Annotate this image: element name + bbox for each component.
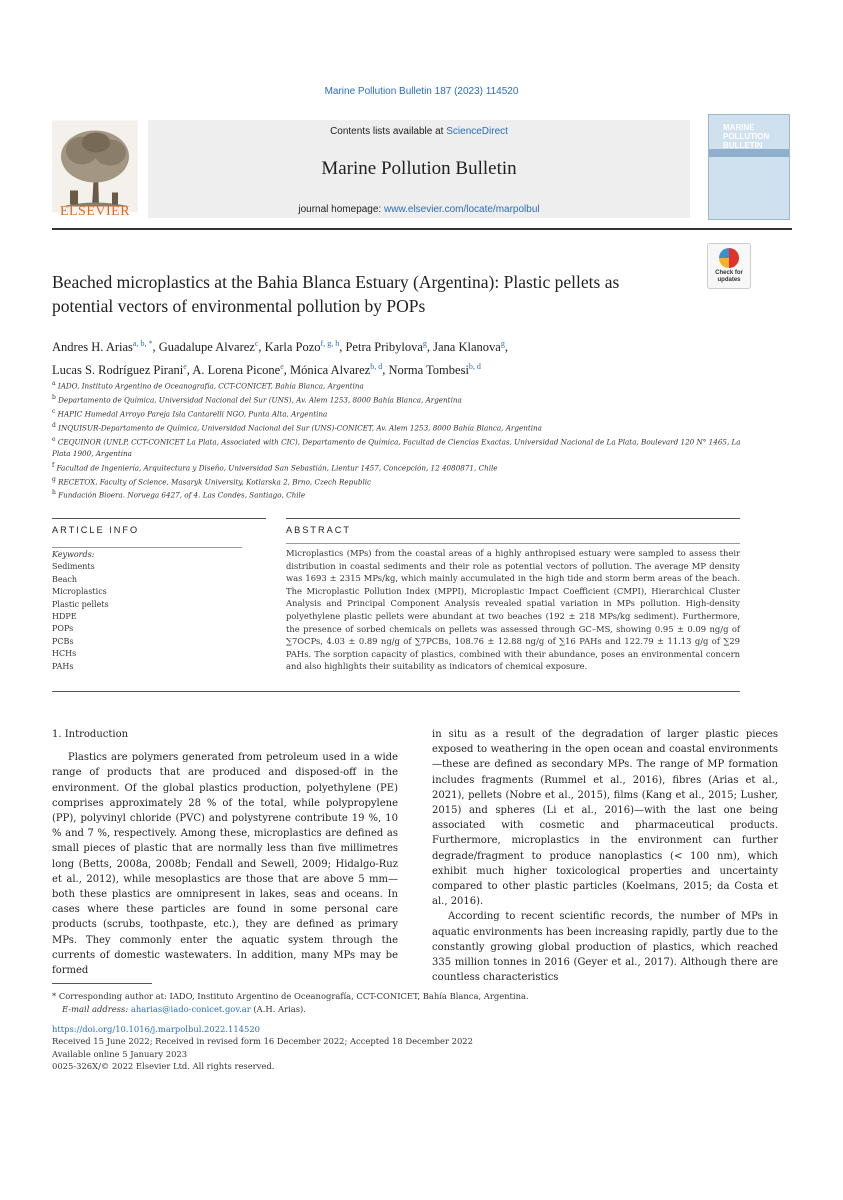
author-list bbox=[52, 334, 742, 380]
author[interactable]: Petra Pribylova$^g$, bbox=[345, 339, 434, 355]
email-label: E-mail address: bbox=[62, 1004, 129, 1014]
cover-band bbox=[709, 149, 789, 157]
introduction-heading: 1. Introduction bbox=[52, 729, 129, 740]
header-banner bbox=[148, 120, 690, 218]
affiliation: $^h$ Fundación Bioera. Noruega 6427, of 4. Las Condes, Santiago, Chile bbox=[52, 489, 306, 500]
author[interactable]: Andres H. Arias$^{a, b, *}$, bbox=[52, 339, 159, 355]
crossmark-icon bbox=[719, 248, 739, 268]
keyword: Beach bbox=[52, 574, 78, 584]
author[interactable]: Karla Pozo$^{f, g, h}$, bbox=[264, 339, 346, 355]
email-line bbox=[52, 1003, 742, 1016]
homepage-line bbox=[148, 204, 690, 215]
homepage-prefix: journal homepage: bbox=[298, 204, 384, 215]
author[interactable]: Jana Klanova$^g$, bbox=[433, 339, 508, 355]
contents-line bbox=[148, 126, 690, 137]
affiliation: $^f$ Facultad de Ingeniería, Arquitectura y Diseño, Universidad San Sebastián, Lientur 1457, Concepción, 12 4080871, Chile bbox=[52, 461, 498, 472]
cover-title: MARINE POLLUTION BULLETIN bbox=[723, 123, 770, 150]
email-suffix: (A.H. Arias). bbox=[250, 1004, 306, 1014]
keywords-rule bbox=[52, 547, 242, 548]
body-paragraph: in situ as a result of the degradation of larger plastic pieces exposed to weathering in the open ocean and coastal environments—these are defined as secondary MPs. The range of MP formation includes fragments (Rummel et al., 2016), fibres (Arias et al., 2021), pellets (Nobre et al., 2015), films (Kang et al., 2015; Lusher, 2015) and spheres (Li et al., 2016)—with the last one being associated with cosmetic and pharmaceutical products. Furthermore, microplastics in the environment can further degrade/fragment to produce nanoplastics (< 100 nm), which exhibit much higher toxicological properties and uncertainty compared to other plastic particles (Koelmans, 2015; da Costa et al., 2016). bbox=[432, 729, 778, 908]
keywords-label: Keywords: bbox=[52, 550, 95, 559]
contents-prefix: Contents lists available at bbox=[330, 126, 447, 137]
author[interactable]: A. Lorena Picone$^e$, bbox=[192, 362, 290, 378]
affiliation: $^g$ RECETOX, Faculty of Science, Masaryk University, Kotlarska 2, Brno, Czech Republic bbox=[52, 475, 372, 486]
keyword: HDPE bbox=[52, 612, 77, 622]
abstract-heading-rule bbox=[286, 543, 740, 544]
affiliation: $^c$ HAPIC Humedal Arroyo Pareja Isla Cantarelli NGO, Punta Alta, Argentina bbox=[52, 407, 328, 419]
author[interactable]: Norma Tombesi$^{b, d}$ bbox=[388, 362, 481, 378]
abstract-heading: ABSTRACT bbox=[286, 525, 352, 535]
journal-header bbox=[52, 114, 792, 226]
journal-reference[interactable]: Marine Pollution Bulletin 187 (2023) 114520 bbox=[324, 86, 519, 97]
affiliation: $^b$ Departamento de Química, Universidad Nacional del Sur (UNS), Av. Alem 1253, 8000 Bahía Blanca, Argentina bbox=[52, 393, 462, 405]
keyword: PAHs bbox=[52, 661, 74, 671]
received-dates: Received 15 June 2022; Received in revised form 16 December 2022; Accepted 18 December 2022 bbox=[52, 1036, 473, 1047]
article-info-heading: ARTICLE INFO bbox=[52, 525, 140, 535]
author[interactable]: Lucas S. Rodríguez Pirani$^e$, bbox=[52, 362, 193, 378]
journal-title: Marine Pollution Bulletin bbox=[321, 158, 517, 179]
check-for-updates-badge[interactable] bbox=[707, 243, 751, 289]
online-date: Available online 5 January 2023 bbox=[52, 1048, 188, 1059]
keywords-list bbox=[52, 549, 252, 673]
article-info-rule bbox=[52, 518, 266, 519]
publication-info bbox=[52, 1023, 742, 1073]
keyword: HCHs bbox=[52, 649, 77, 659]
body-paragraph: Plastics are polymers generated from petroleum used in a wide range of products that are produced and disposed-off in the environment. Of the global plastics production, polyethylene (PE) comprises approximately 28 % of the total, while polypropylene (PP), polyvinyl chloride (PVC) and polystyrene contribute 19 %, 10 % and 7 %, respectively. Among these, microplastics are defined as small pieces of plastic that are normally less than five millimetres long (Betts, 2008a, 2008b; Fendall and Sewell, 2009; Hidalgo-Ruz et al., 2012), while mesoplastics are those that are above 5 mm—both these plastics are omnipresent in lakes, seas and oceans. In cases where these particles are found in some personal care products (scrubs, toothpaste, etc.), they are defined as primary MPs. They commonly enter the aquatic system through the currents of domestic wastewaters. In addition, many MPs may be formed bbox=[52, 752, 398, 977]
author[interactable]: Guadalupe Alvarez$^c$, bbox=[158, 339, 265, 355]
publisher-name[interactable]: ELSEVIER bbox=[59, 204, 131, 219]
affiliation-list bbox=[52, 378, 752, 501]
copyright: 0025-326X/© 2022 Elsevier Ltd. All rights reserved. bbox=[52, 1061, 275, 1072]
header-divider bbox=[52, 228, 792, 230]
footnote-rule bbox=[52, 983, 152, 984]
check-for-updates-label: Check for updates bbox=[715, 270, 743, 283]
keyword: Microplastics bbox=[52, 587, 107, 597]
keyword: PCBs bbox=[52, 636, 74, 646]
corresponding-author-footnote bbox=[52, 990, 742, 1016]
email-link[interactable]: aharias@iado-conicet.gov.ar bbox=[130, 1004, 251, 1014]
affiliation: $^d$ INQUISUR-Departamento de Química, Universidad Nacional del Sur (UNS)-CONICET, Av. Alem 1253, 8000 Bahía Blanca, Argentina bbox=[52, 421, 542, 433]
body-column-left bbox=[52, 727, 398, 978]
keyword: Sediments bbox=[52, 562, 95, 572]
affiliation: $^a$ IADO, Instituto Argentino de Oceanografía, CCT-CONICET, Bahía Blanca, Argentina bbox=[52, 380, 364, 391]
journal-cover-thumbnail[interactable] bbox=[708, 114, 790, 220]
homepage-link[interactable]: www.elsevier.com/locate/marpolbul bbox=[384, 204, 540, 215]
keyword: Plastic pellets bbox=[52, 599, 109, 609]
corresponding-author: * Corresponding author at: IADO, Instituto Argentino de Oceanografía, CCT-CONICET, Bahía Blanca, Argentina. bbox=[52, 991, 529, 1001]
keyword: POPs bbox=[52, 624, 74, 634]
doi-link[interactable]: https://doi.org/10.1016/j.marpolbul.2022.114520 bbox=[52, 1024, 260, 1034]
body-column-right bbox=[432, 727, 778, 985]
body-paragraph: According to recent scientific records, the number of MPs in aquatic environments has been increasing rapidly, partly due to the constantly growing global production of plastics, which reached 335 million tonnes in 2016 (Geyer et al., 2017). Although there are countless characteristics bbox=[432, 911, 778, 984]
abstract-bottom-rule bbox=[52, 691, 740, 692]
affiliation: $^e$ CEQUINOR (UNLP, CCT-CONICET La Plata, Associated with CIC), Departamento de Química, Facultad de Ciencias Exactas, Universidad Nacional de La Plata, Boulevard 120 N° 1465, La Plata 1900, Argentina bbox=[52, 435, 741, 458]
author[interactable]: Mónica Alvarez$^{b, d}$, bbox=[290, 362, 389, 378]
sciencedirect-link[interactable]: ScienceDirect bbox=[446, 126, 508, 137]
article-title: Beached microplastics at the Bahia Blanca Estuary (Argentina): Plastic pellets as potential vectors of environmental pollution by POPs bbox=[52, 272, 620, 316]
abstract-text: Microplastics (MPs) from the coastal areas of a highly anthropised estuary were sampled to assess their distribution in coastal sediments and their role as potential vectors of pollution. The average MP density was 1693 ± 2315 MPs/kg, which mainly accumulated in the high tide and storm berm areas of the beach. The Microplastic Pollution Index (MPPI), Microplastic Impact Coefficient (CMPI), Hierarchical Cluster Analysis and Principal Component Analysis revealed spatial variation in MPs pollution. High-density polyethylene plastic pellets were abundant at two beaches (192 ± 218 MPs/kg sediment). Furthermore, the presence of sorbed chemicals on pellets was assessed through GC–MS, showing 0.95 ± 0.09 ng/g of ∑7OCPs, 4.03 ± 0.89 ng/g of ∑7PCBs, 108.76 ± 12.88 ng/g of ∑16 PAHs and 122.79 ± 11.13 g/g of ∑29 PAHs. The sorption capacity of plastics, combined with their abundance, poses an environmental concern and also highlights their suitability as indicators of chemical exposure. bbox=[286, 548, 740, 672]
abstract-rule-top bbox=[286, 518, 740, 519]
